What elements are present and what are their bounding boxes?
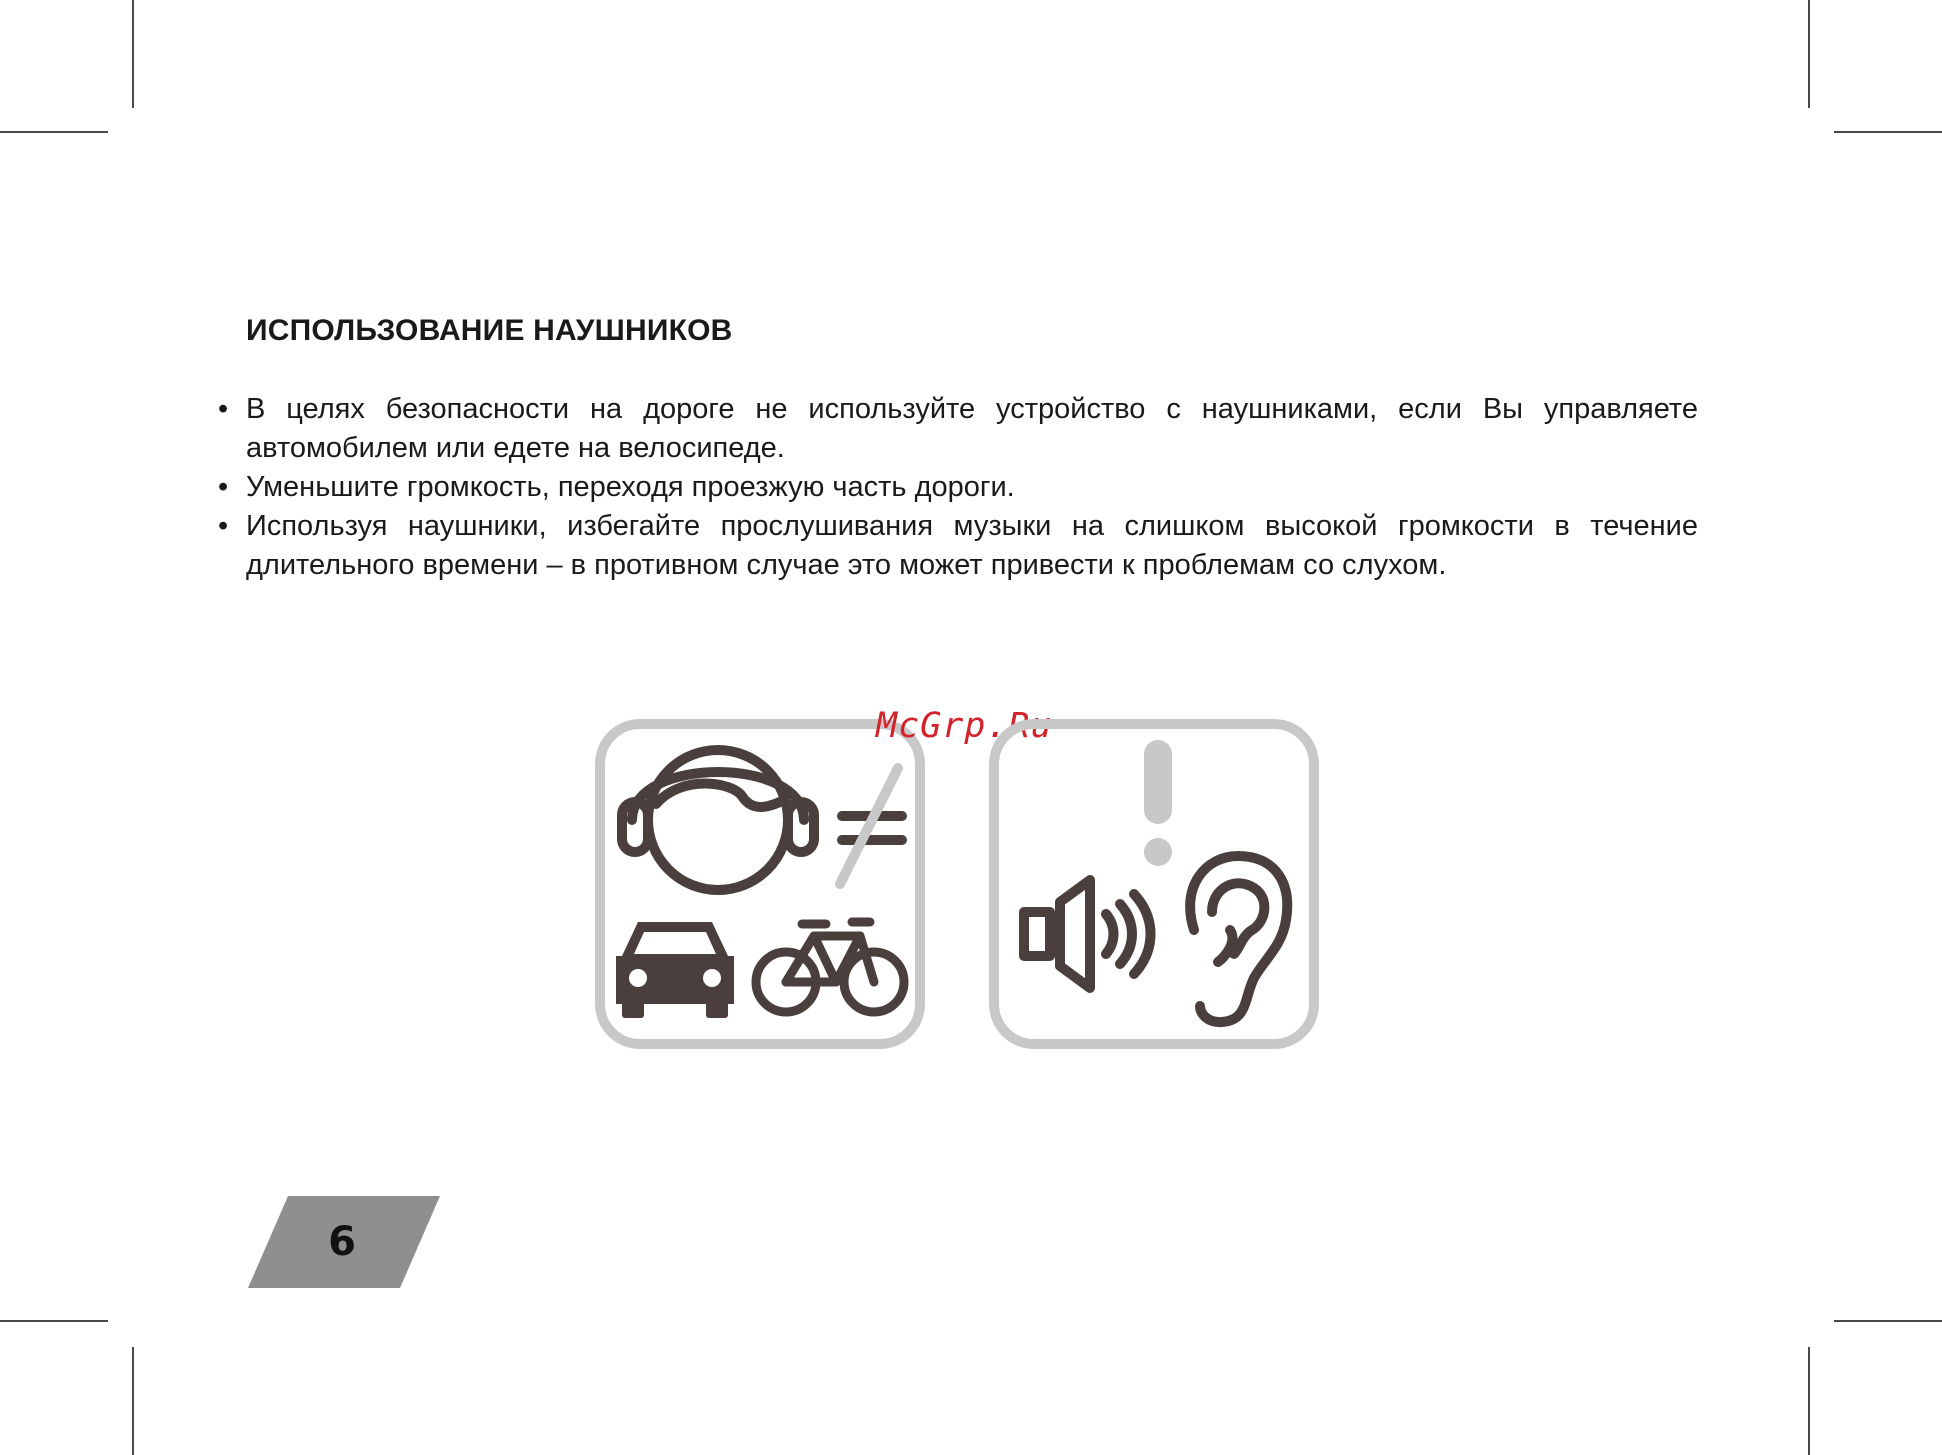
crop-mark xyxy=(1808,0,1810,108)
bullet-text: Уменьшите громкость, переходя проезжую часть дороги. xyxy=(246,471,1015,503)
strike-line xyxy=(840,768,898,884)
crop-mark xyxy=(0,131,108,133)
crop-mark xyxy=(1808,1347,1810,1455)
crop-mark xyxy=(1834,1320,1942,1322)
exclamation-icon xyxy=(1144,740,1172,866)
safety-bullet-list xyxy=(218,390,1698,585)
ear-icon xyxy=(1190,856,1287,1022)
watermark: McGrp.Ru xyxy=(876,706,1053,746)
section-title: ИСПОЛЬЗОВАНИЕ НАУШНИКОВ xyxy=(246,314,733,347)
page-number: 6 xyxy=(328,1219,356,1265)
headphones-not-equal-driving-cycling-icon xyxy=(592,716,928,1052)
bullet-item xyxy=(218,507,1698,585)
bicycle-icon xyxy=(756,922,904,1012)
crop-mark xyxy=(132,0,134,108)
car-icon xyxy=(616,922,734,1018)
speaker-icon xyxy=(1024,880,1151,988)
crop-mark xyxy=(132,1347,134,1455)
bullet-marker: • xyxy=(218,471,229,503)
bullet-text: Используя наушники, избегайте прослушивания музыки на слишком высокой громкости в течение длительного времени – в противном случае это может привести к проблемам со слухом. xyxy=(246,510,1698,581)
bullet-item xyxy=(218,468,1698,507)
bullet-item xyxy=(218,390,1698,468)
bullet-marker: • xyxy=(218,510,229,542)
bullet-text: В целях безопасности на дороге не используйте устройство с наушниками, если Вы управляете автомобилем или едете на велосипеде. xyxy=(246,393,1698,464)
bullet-marker: • xyxy=(218,393,229,425)
head-with-headphones-icon xyxy=(622,750,814,890)
crop-mark xyxy=(1834,131,1942,133)
loud-sound-hearing-warning-icon xyxy=(986,716,1322,1052)
crop-mark xyxy=(0,1320,108,1322)
